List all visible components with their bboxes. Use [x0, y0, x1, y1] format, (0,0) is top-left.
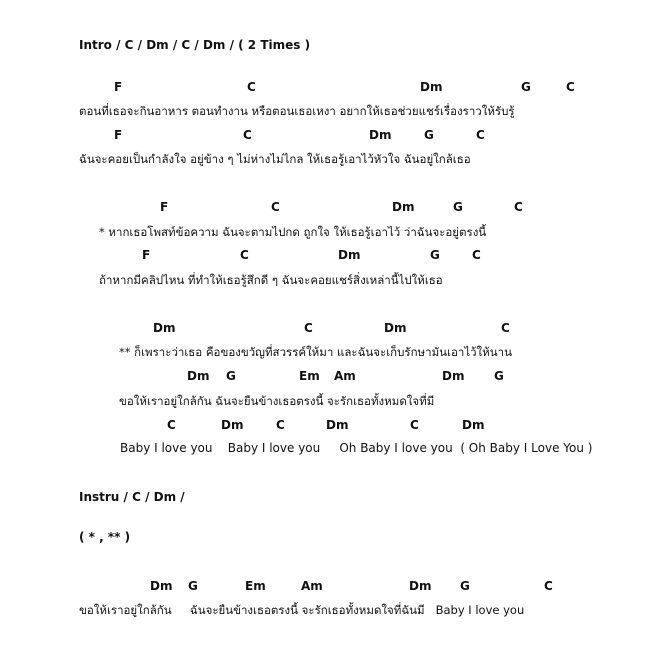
chord: Em	[299, 369, 320, 383]
chord: Dm	[384, 321, 407, 335]
chord: F	[114, 128, 123, 142]
chord: C	[514, 200, 523, 214]
chord: G	[430, 248, 440, 262]
chord: Dm	[442, 369, 465, 383]
chord: C	[472, 248, 481, 262]
chord: G	[453, 200, 463, 214]
chord: F	[114, 80, 123, 94]
chord: G	[424, 128, 434, 142]
chord: C	[240, 248, 249, 262]
chord: C	[247, 80, 256, 94]
chord: G	[226, 369, 236, 383]
chord: G	[521, 80, 531, 94]
lyric-line: ขอให้เราอยู่ใกล้กัน ฉันจะยืนข้างเธอตรงนี้ จะรักเธอทั้งหมดใจที่มี	[119, 394, 435, 408]
chord: Am	[334, 369, 356, 383]
chord: Dm	[338, 248, 361, 262]
chord: Dm	[392, 200, 415, 214]
lyric-line: ถ้าหากมีคลิปไหน ที่ทำให้เธอรู้สึกดี ๆ ฉันจะคอยแชร์สิ่งเหล่านี้ไปให้เธอ	[99, 273, 443, 287]
chord: C	[243, 128, 252, 142]
intro-heading: Intro / C / Dm / C / Dm / ( 2 Times )	[79, 38, 311, 52]
chord: Dm	[420, 80, 443, 94]
chord: Dm	[409, 579, 432, 593]
chord: F	[160, 200, 169, 214]
chord: C	[276, 418, 285, 432]
lyric-line: ขอให้เราอยู่ใกล้กัน ฉันจะยืนข้างเธอตรงนี้ จะรักเธอทั้งหมดใจที่ฉันมี Baby I love you	[79, 603, 525, 617]
chord: C	[271, 200, 280, 214]
chord: Dm	[326, 418, 349, 432]
chord: C	[476, 128, 485, 142]
chord: G	[188, 579, 198, 593]
lyric-line: ** ก็เพราะว่าเธอ คือของขวัญที่สวรรค์ให้มา และฉันจะเก็บรักษามันเอาไว้ให้นาน	[119, 345, 512, 359]
chord: Em	[245, 579, 266, 593]
chord: Dm	[187, 369, 210, 383]
lyric-line: ฉันจะคอยเป็นกำลังใจ อยู่ข้าง ๆ ไม่ห่างไม่ไกล ให้เธอรู้เอาไว้หัวใจ ฉันอยู่ใกล้เธอ	[79, 152, 471, 166]
chord: G	[494, 369, 504, 383]
chord: Am	[301, 579, 323, 593]
chord: G	[460, 579, 470, 593]
repeat-marker: ( * , ** )	[79, 530, 131, 544]
chord: F	[142, 248, 151, 262]
chord: C	[566, 80, 575, 94]
chord: C	[167, 418, 176, 432]
chord: C	[304, 321, 313, 335]
chord: Dm	[369, 128, 392, 142]
chord: C	[544, 579, 553, 593]
lyric-line: * หากเธอโพสท์ข้อความ ฉันจะตามไปกด ถูกใจ ให้เธอรู้เอาไว้ ว่าฉันจะอยู่ตรงนี้	[99, 225, 487, 239]
lyric-line: ตอนที่เธอจะกินอาหาร ตอนทำงาน หรือตอนเธอเหงา อยากให้เธอช่วยแชร์เรื่องราวให้รับรู้	[79, 104, 515, 118]
chord: Dm	[462, 418, 485, 432]
lyric-line: Baby I love you Baby I love you Oh Baby I love you ( Oh Baby I Love You )	[120, 441, 593, 455]
chord: Dm	[150, 579, 173, 593]
chord: C	[410, 418, 419, 432]
chord: Dm	[153, 321, 176, 335]
instru-heading: Instru / C / Dm /	[79, 490, 185, 504]
chord: C	[501, 321, 510, 335]
chord: Dm	[221, 418, 244, 432]
